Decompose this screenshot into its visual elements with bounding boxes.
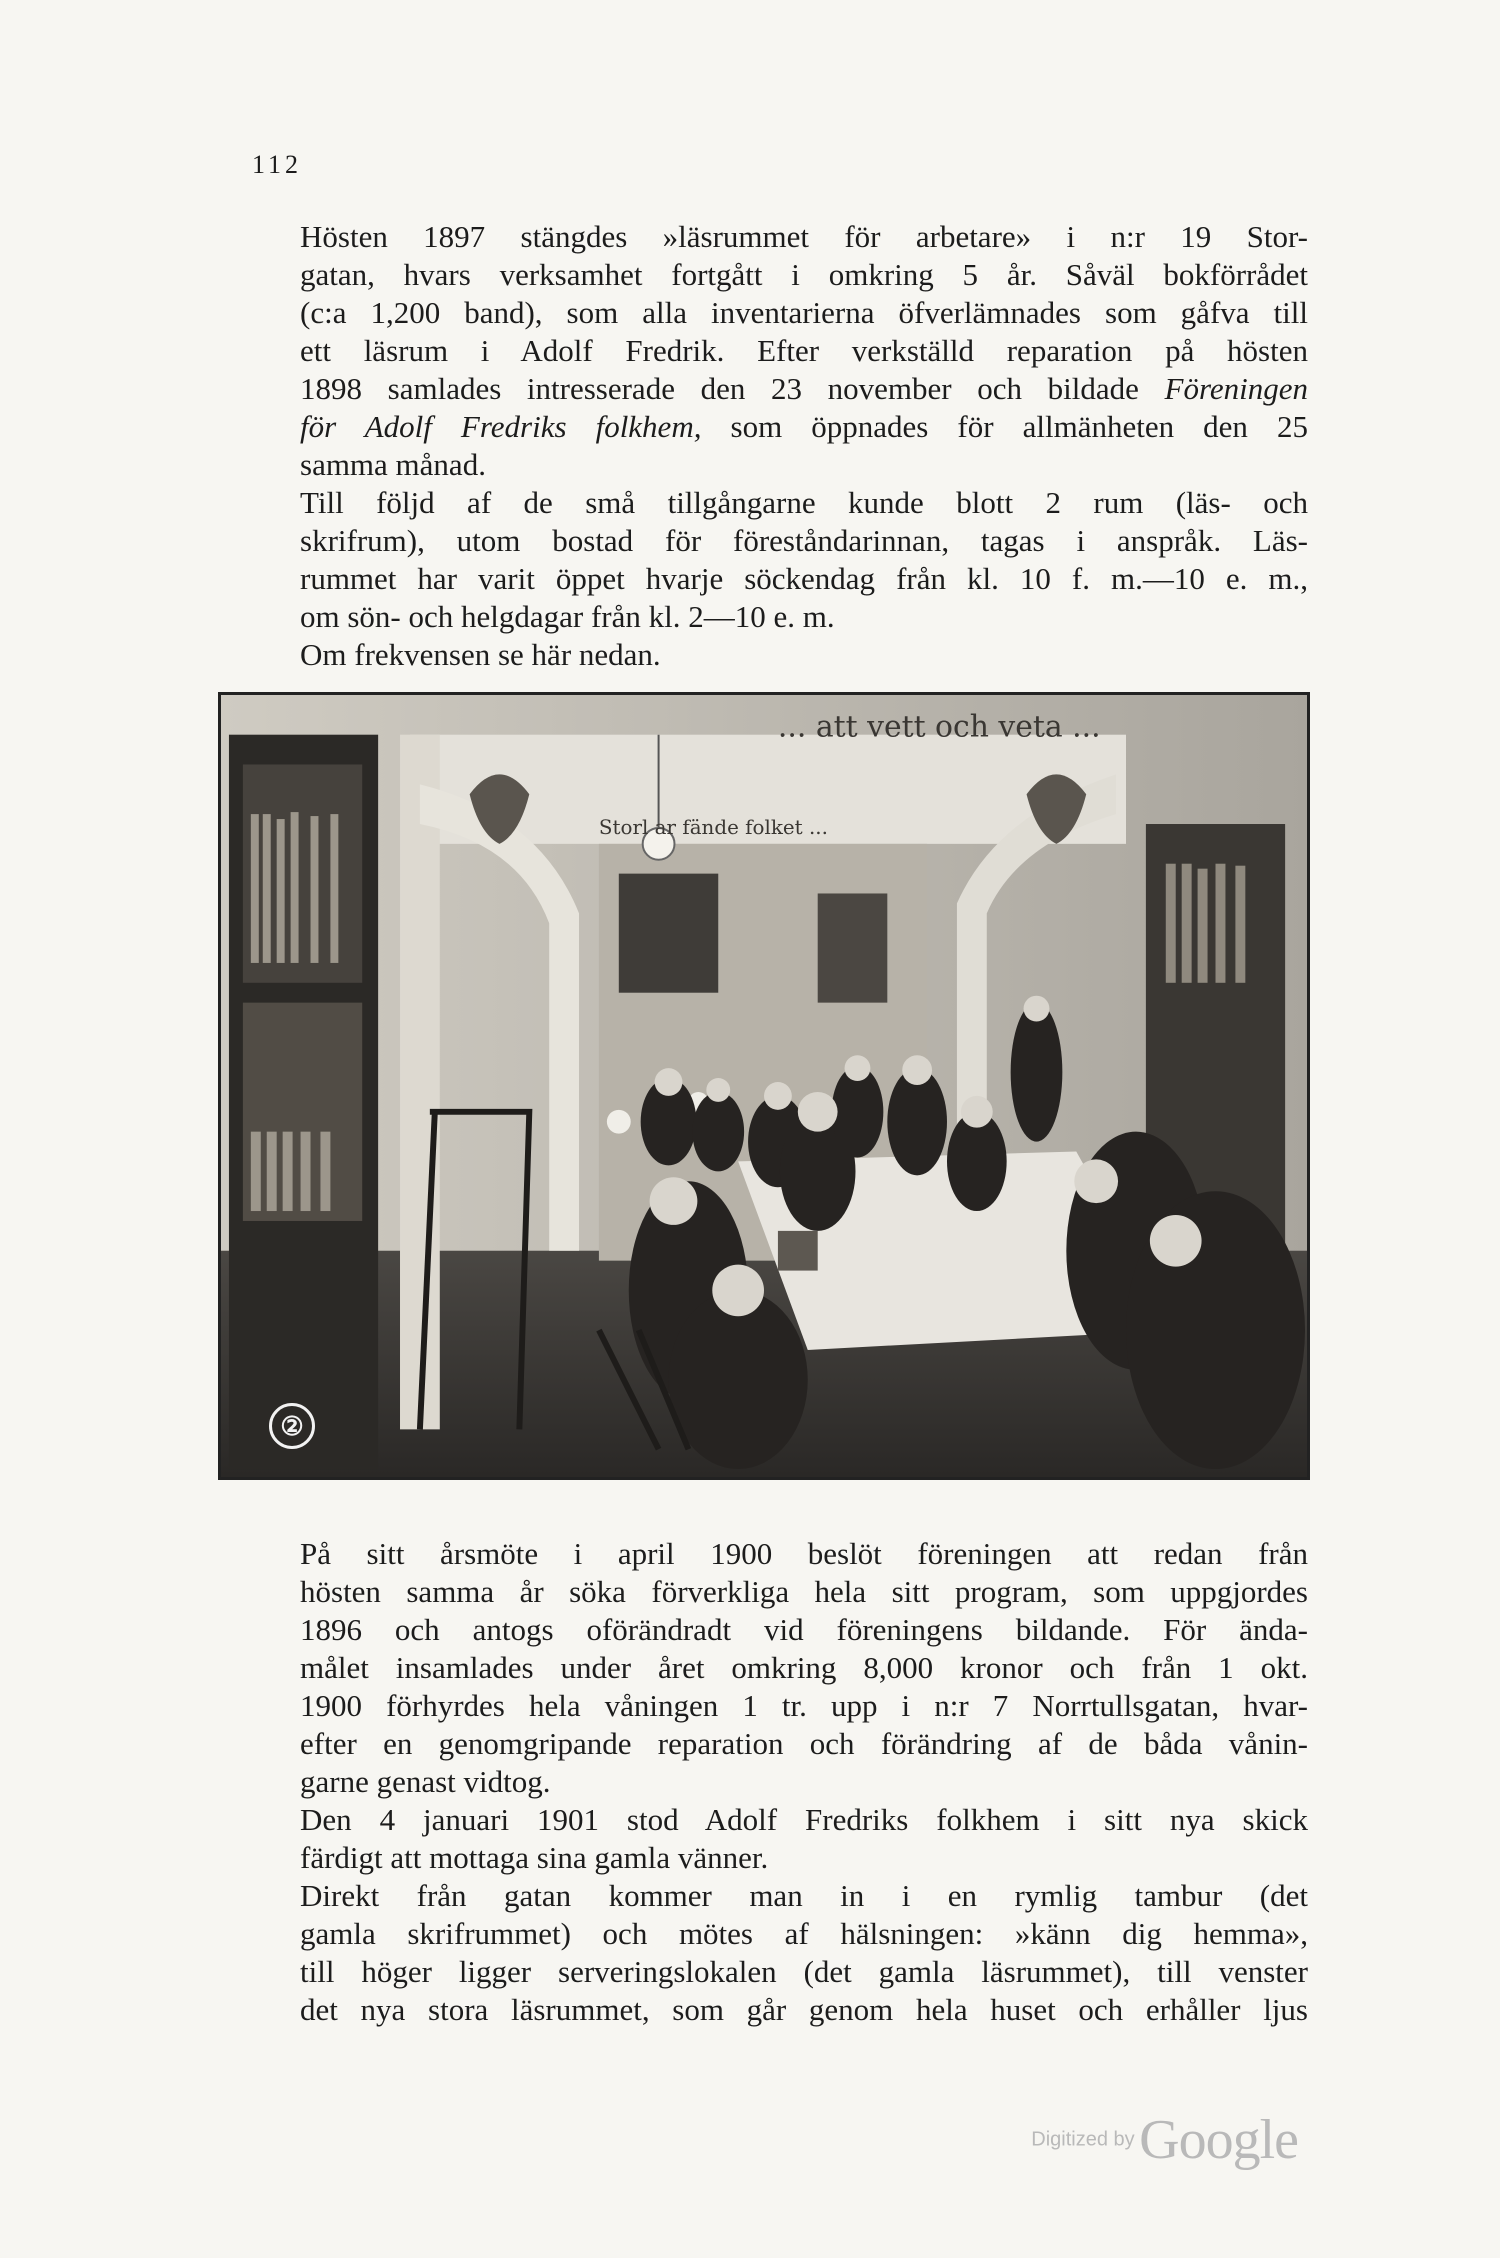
text-line: garne genast vidtog. [300, 1764, 551, 1799]
digitized-by-watermark [1031, 2108, 1298, 2172]
watermark-small-text: Digitized by [1031, 2128, 1135, 2151]
text-line [228, 408, 1308, 446]
text-line: Hösten 1897 stängdes »läsrummet för arbetare» i n:r 19 Stor- [300, 219, 1308, 254]
text-line: rummet har varit öppet hvarje söckendag från kl. 10 f. m.—10 e. m., [300, 561, 1308, 596]
photo-illustration [221, 695, 1307, 1477]
text-line: till höger ligger serveringslokalen (det gamla läsrummet), till venster [300, 1954, 1308, 1989]
text-line: 1900 förhyrdes hela våningen 1 tr. upp i n:r 7 Norrtullsgatan, hvar- [300, 1688, 1308, 1723]
text-fragment: 1898 samlades intresserade den 23 november och bildade [300, 371, 1139, 406]
text-line [228, 370, 1308, 408]
page-number: 112 [252, 150, 303, 179]
text-line: gatan, hvars verksamhet fortgått i omkring 5 år. Såväl bokförrådet [300, 257, 1308, 292]
italic-text: för Adolf Fredriks folkhem, [300, 409, 702, 444]
text-line: Direkt från gatan kommer man in i en rymlig tambur (det [300, 1878, 1308, 1913]
italic-text: Föreningen [1164, 371, 1308, 406]
text-line: Den 4 januari 1901 stod Adolf Fredriks folkhem i sitt nya skick [300, 1802, 1308, 1837]
reading-room-photograph [218, 692, 1310, 1480]
paragraph [228, 1801, 1308, 1877]
text-line: efter en genomgripande reparation och förändring af de båda vånin- [300, 1726, 1308, 1761]
text-fragment: som öppnades för allmänheten den 25 [730, 409, 1308, 444]
paragraph [228, 636, 1308, 674]
top-text-block [228, 218, 1308, 674]
text-line: det nya stora läsrummet, som går genom hela huset och erhåller ljus [300, 1992, 1308, 2027]
paragraph [228, 1877, 1308, 2029]
text-line: Om frekvensen se här nedan. [300, 637, 661, 672]
text-line: 1896 och antogs oförändradt vid föreningens bildande. För ända- [300, 1612, 1308, 1647]
wall-sign-top: ... att vett och veta ... [777, 709, 1101, 745]
text-line: skrifrum), utom bostad för föreståndarinnan, tagas i anspråk. Läs- [300, 523, 1308, 558]
google-logo: Google [1139, 2109, 1298, 2171]
text-line: ett läsrum i Adolf Fredrik. Efter verkställd reparation på hösten [300, 333, 1308, 368]
text-line: samma månad. [300, 447, 486, 482]
paragraph [228, 484, 1308, 636]
text-line: färdigt att mottaga sina gamla vänner. [300, 1840, 769, 1875]
text-line: om sön- och helgdagar från kl. 2—10 e. m. [300, 599, 835, 634]
text-line: gamla skrifrummet) och mötes af hälsningen: »känn dig hemma», [300, 1916, 1308, 1951]
text-line: (c:a 1,200 band), som alla inventarierna öfverlämnades som gåfva till [300, 295, 1308, 330]
wall-sign-middle: Storl ar fände folket ... [598, 815, 828, 839]
text-line: målet insamlades under året omkring 8,000 kronor och från 1 okt. [300, 1650, 1308, 1685]
paragraph [228, 218, 1308, 484]
figure-number-badge: ② [269, 1403, 315, 1449]
paragraph [228, 1535, 1308, 1801]
bottom-text-block [228, 1535, 1308, 2029]
text-line: På sitt årsmöte i april 1900 beslöt föreningen att redan från [300, 1536, 1308, 1571]
text-line: Till följd af de små tillgångarne kunde blott 2 rum (läs- och [300, 485, 1308, 520]
text-line: hösten samma år söka förverkliga hela sitt program, som uppgjordes [300, 1574, 1308, 1609]
